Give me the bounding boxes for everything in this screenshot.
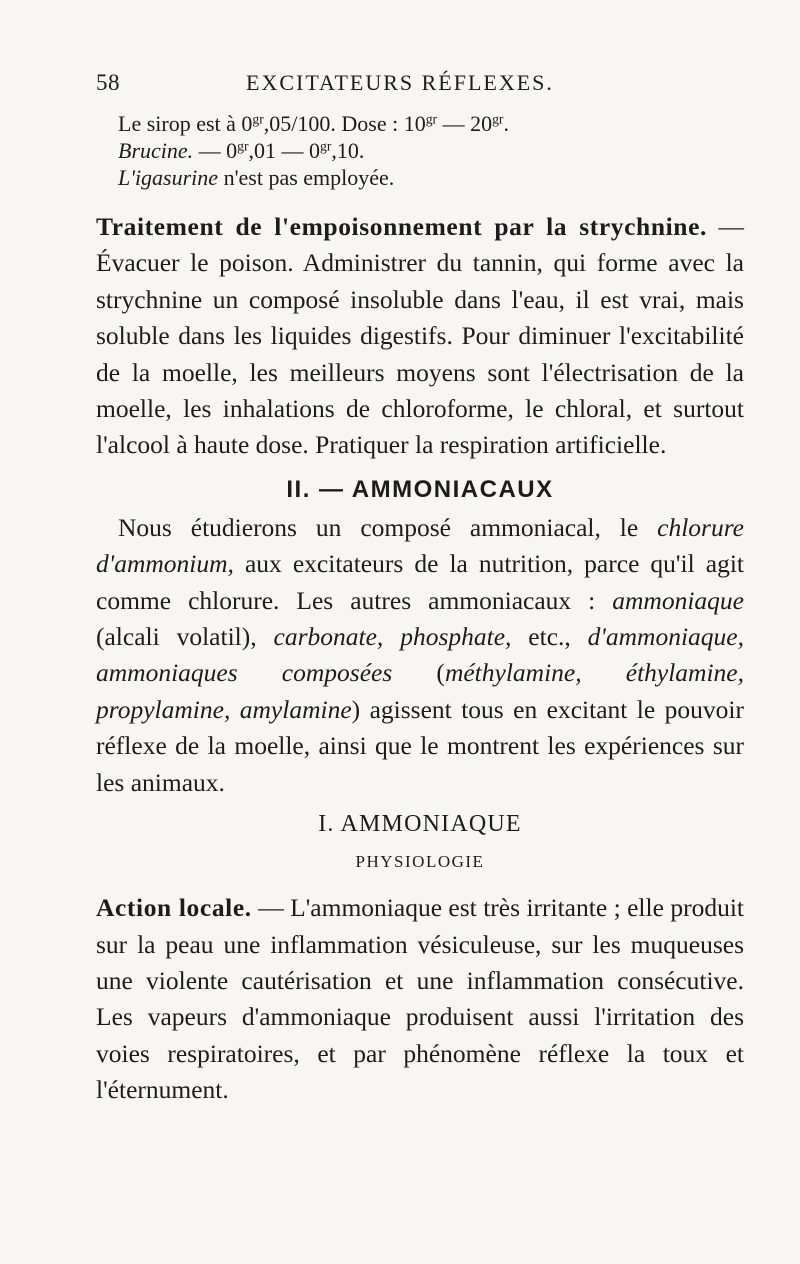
action-title: Action locale.	[96, 893, 252, 923]
treatment-title: Traitement de l'empoisonnement par la strychnine.	[96, 212, 707, 241]
treatment-paragraph	[96, 209, 744, 464]
running-title: EXCITATEURS RÉFLEXES.	[246, 70, 554, 95]
treatment-body: — Évacuer le poison. Administrer du tannin, qui forme avec la strychnine un composé insoluble dans l'eau, il est vrai, mais soluble dans les liquides digestifs. Pour diminuer l'excitabilité de la moelle, les meilleurs moyens sont l'électrisation de la moelle, les inhalations de chloroforme, le chloral, et surtout l'alcool à haute dose. Pratiquer la respiration artificielle.	[96, 212, 745, 460]
brucine-dose-line: Brucine. — $0^{gr},01$ — $0^{gr},10$.	[118, 138, 365, 163]
physiologie-heading: PHYSIOLOGIE	[355, 852, 485, 872]
lead-lines	[118, 110, 744, 191]
running-header	[96, 70, 744, 106]
section-heading-ammoniacaux: II. — AMMONIACAUX	[286, 475, 554, 503]
action-locale-paragraph	[96, 890, 744, 1108]
page-number: 58	[96, 70, 120, 95]
subsection-heading-ammoniaque: I. AMMONIAQUE	[318, 811, 522, 838]
ammoniacaux-paragraph: Nous étudierons un composé ammoniacal, le chlorure d'ammonium, aux excitateurs de la nutrition, parce qu'il agit comme chlorure. Les autres ammoniacaux : ammoniaque (alcali volatil), carbonate, phosphate, etc., d'ammoniaque, ammoniaques composées (méthylamine, éthylamine, propylamine, amylamine) agissent tous en excitant le pouvoir réflexe de la moelle, ainsi que le montrent les expériences sur les animaux.	[96, 512, 745, 797]
book-page	[96, 70, 744, 1109]
action-body: — L'ammoniaque est très irritante ; elle produit sur la peau une inflammation vésiculeuse, sur les muqueuses une violente cautérisation et une inflammation consécutive. Les vapeurs d'ammoniaque produisent aussi l'irritation des voies respiratoires, et par phénomène réflexe la toux et l'éternument.	[96, 893, 744, 1105]
syrup-dose-line: Le sirop est à $0^{gr},05/100$. Dose : $10^{gr}$ — $20^{gr}$.	[118, 111, 509, 136]
igasurine-line: L'igasurine n'est pas employée.	[118, 165, 395, 190]
